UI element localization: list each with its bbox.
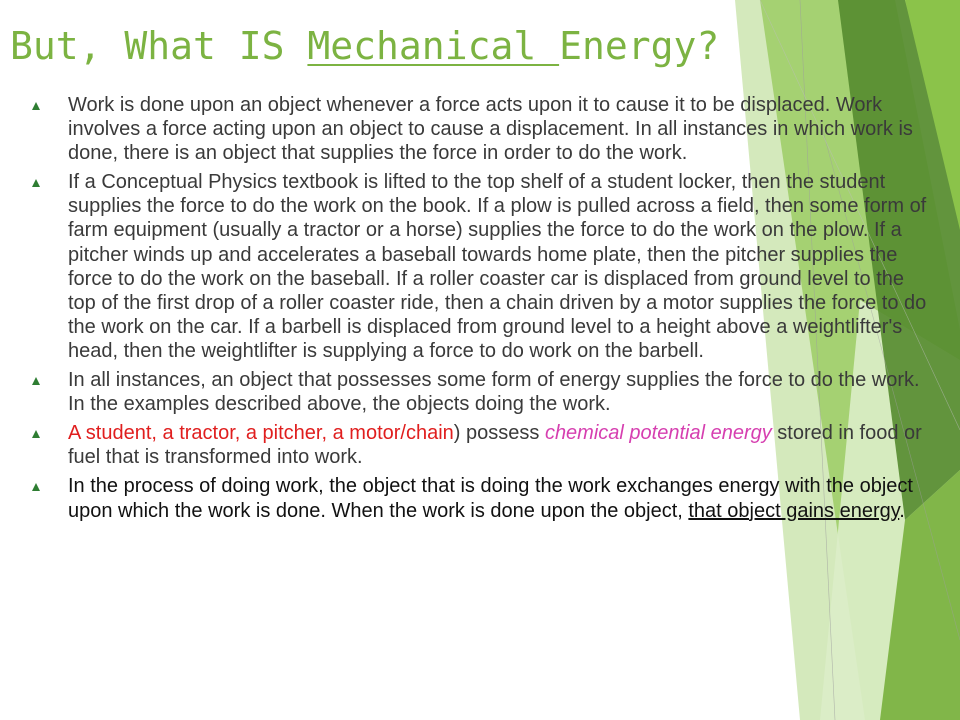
triangle-bullet-icon — [32, 102, 40, 110]
triangle-bullet-icon — [32, 179, 40, 187]
bullet-text: ) possess — [453, 422, 545, 445]
slide-title — [10, 22, 719, 70]
bullet-item-2 — [30, 170, 930, 363]
bullet-text: Work is done upon an object whenever a force acts upon it to cause it to be displaced. Work involves a force acting upon an object to cause a displacement. In all instances in which work is done, there is an object that supplies the force in order to do the work. — [68, 94, 913, 165]
bullet-text: . — [899, 499, 905, 522]
bullet-list — [30, 93, 930, 523]
bullet-item-1 — [30, 93, 930, 165]
bullet-red-text: A student, a tractor, a pitcher, a motor/chain — [68, 422, 454, 445]
triangle-bullet-icon — [32, 483, 40, 491]
bullet-item-3 — [30, 368, 930, 416]
bullet-text: In all instances, an object that possesses some form of energy supplies the force to do the work. In the examples described above, the objects doing the work. — [68, 369, 920, 416]
title-underlined-word: Mechanical — [307, 24, 560, 68]
bullet-text: In the process of doing work, the object that is doing the work exchanges energy with the object upon which the work is done. When the work is done upon the object, — [68, 475, 913, 522]
title-prefix: But, What IS — [10, 24, 308, 68]
title-suffix: Energy? — [559, 24, 720, 68]
bullet-item-4 — [30, 421, 930, 469]
bullet-text: If a Conceptual Physics textbook is lifted to the top shelf of a student locker, then the student supplies the force to do the work on the book. If a plow is pulled across a field, then some form of farm equipment (usually a tractor or a horse) supplies the force to do the work on the plow. If a pitcher winds up and accelerates a baseball towards home plate, then the pitcher supplies the force to do the work on the baseball. If a roller coaster car is displaced from ground level to the top of the first drop of a roller coaster ride, then a chain driven by a motor supplies the force to do the work on the car. If a barbell is displaced from ground level to a height above a weightlifter's head, then the weightlifter is supplying a force to do work on the barbell. — [68, 171, 927, 362]
triangle-bullet-icon — [32, 377, 40, 385]
bullet-underlined-text: that object gains energy — [688, 499, 900, 522]
triangle-bullet-icon — [32, 430, 40, 438]
bullet-item-5 — [30, 474, 930, 522]
bullet-pink-text: chemical potential energy — [544, 422, 772, 445]
bullet-text: stored in food or fuel that is transformed into work. — [68, 422, 922, 469]
